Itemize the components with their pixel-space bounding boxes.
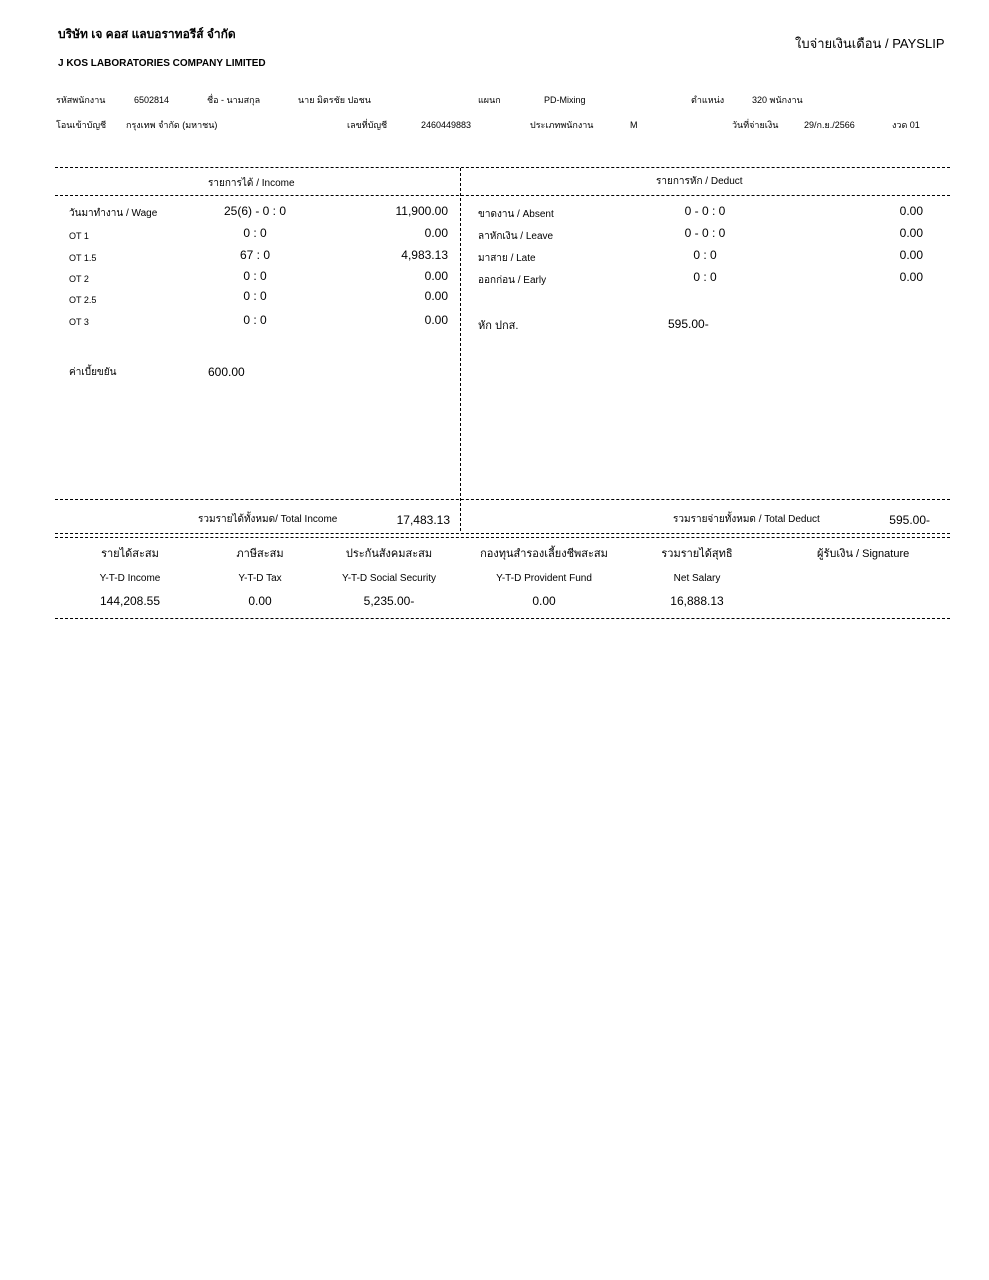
deduct-row-qty: 0 - 0 : 0 <box>684 204 726 218</box>
deduct-row-amount: 0.00 <box>899 248 923 262</box>
income-row-qty: 67 : 0 <box>239 248 271 262</box>
income-row-qty: 0 : 0 <box>243 313 267 327</box>
income-row-label: OT 2.5 <box>69 295 97 305</box>
income-row-qty: 0 : 0 <box>243 269 267 283</box>
total-deduct-label: รวมรายจ่ายทั้งหมด / Total Deduct <box>673 514 820 525</box>
totals-bottom-border-1 <box>55 533 950 534</box>
company-name-en: J KOS LABORATORIES COMPANY LIMITED <box>58 58 266 69</box>
income-row-amount: 0.00 <box>424 313 448 327</box>
deduct-row-amount: 0.00 <box>899 270 923 284</box>
diligence-allowance-value: 600.00 <box>208 365 245 379</box>
summary-label-en: Y-T-D Tax <box>238 573 282 584</box>
column-divider <box>460 168 461 531</box>
employee-id-value: 6502814 <box>134 95 170 105</box>
income-row-amount: 4,983.13 <box>401 248 448 262</box>
summary-label-th: ภาษีสะสม <box>236 548 284 560</box>
summary-value: 0.00 <box>248 594 272 608</box>
deduct-row-label: มาสาย / Late <box>478 253 536 264</box>
position-label: ตำแหน่ง <box>691 95 725 105</box>
income-row-label: OT 1 <box>69 231 89 241</box>
pay-date-label: วันที่จ่ายเงิน <box>732 120 779 130</box>
total-income-label: รวมรายได้ทั้งหมด/ Total Income <box>198 514 338 525</box>
income-row-amount: 0.00 <box>424 289 448 303</box>
summary-label-th: รายได้สะสม <box>101 548 159 560</box>
summary-label-en: Y-T-D Provident Fund <box>496 573 592 584</box>
position-value: 320 พนักงาน <box>752 95 803 105</box>
total-deduct-value: 595.00- <box>889 513 930 527</box>
totals-bottom-border-2 <box>55 537 950 538</box>
income-heading: รายการได้ / Income <box>208 178 295 189</box>
income-row-label: OT 1.5 <box>69 253 97 263</box>
social-security-deduct-label: หัก ปกส. <box>478 320 519 332</box>
summary-label-en: Y-T-D Income <box>99 573 161 584</box>
deduct-row-label: ลาหักเงิน / Leave <box>478 231 554 242</box>
employee-name-label: ชื่อ - นามสกุล <box>207 95 261 105</box>
income-row-amount: 0.00 <box>424 226 448 240</box>
summary-label-th: กองทุนสำรองเลี้ยงชีพสะสม <box>480 548 608 560</box>
table-header-border <box>55 195 950 196</box>
income-row-label: วันมาทำงาน / Wage <box>69 208 158 219</box>
department-label: แผนก <box>478 95 501 105</box>
department-value: PD-Mixing <box>544 95 586 105</box>
summary-label-en: Y-T-D Social Security <box>341 573 437 584</box>
pay-period-value: งวด 01 <box>892 120 920 130</box>
summary-value: 0.00 <box>532 594 556 608</box>
summary-value: 5,235.00- <box>363 594 415 608</box>
account-number-value: 2460449883 <box>421 120 472 130</box>
company-name-th: บริษัท เจ คอส แลบอราทอรีส์ จำกัด <box>58 27 236 41</box>
totals-top-border <box>55 499 950 500</box>
employee-type-label: ประเภทพนักงาน <box>530 120 594 130</box>
deduct-row-label: ขาดงาน / Absent <box>478 209 554 220</box>
income-row-label: OT 2 <box>69 274 89 284</box>
income-row-qty: 0 : 0 <box>243 289 267 303</box>
deduct-row-qty: 0 : 0 <box>693 248 717 262</box>
diligence-allowance-label: ค่าเบี้ยขยัน <box>69 367 117 378</box>
income-row-amount: 0.00 <box>424 269 448 283</box>
employee-id-label: รหัสพนักงาน <box>56 95 106 105</box>
employee-type-value: M <box>630 120 638 130</box>
account-number-label: เลขที่บัญชี <box>347 120 388 130</box>
summary-bottom-border <box>55 618 950 619</box>
summary-label-th: ประกันสังคมสะสม <box>345 548 433 560</box>
income-row-qty: 0 : 0 <box>243 226 267 240</box>
bank-value: กรุงเทพ จำกัด (มหาชน) <box>126 120 218 130</box>
income-row-label: OT 3 <box>69 317 89 327</box>
pay-date-value: 29/ก.ย./2566 <box>804 120 855 130</box>
summary-label-en: Net Salary <box>673 573 721 584</box>
deduct-row-amount: 0.00 <box>899 204 923 218</box>
summary-value: 16,888.13 <box>670 594 724 608</box>
deduct-row-label: ออกก่อน / Early <box>478 275 547 286</box>
income-row-qty: 25(6) - 0 : 0 <box>223 204 287 218</box>
summary-label-th: รวมรายได้สุทธิ <box>661 548 733 560</box>
deduct-row-amount: 0.00 <box>899 226 923 240</box>
summary-value: 144,208.55 <box>99 594 161 608</box>
income-row-amount: 11,900.00 <box>395 204 448 218</box>
deduct-row-qty: 0 : 0 <box>693 270 717 284</box>
deduct-heading: รายการหัก / Deduct <box>656 176 743 187</box>
bank-label: โอนเข้าบัญชี <box>56 120 107 130</box>
deduct-row-qty: 0 - 0 : 0 <box>684 226 726 240</box>
signature-label: ผู้รับเงิน / Signature <box>817 548 910 560</box>
total-income-value: 17,483.13 <box>396 513 450 527</box>
table-top-border <box>55 167 950 168</box>
social-security-deduct-value: 595.00- <box>668 317 709 331</box>
document-title: ใบจ่ายเงินเดือน / PAYSLIP <box>795 36 945 51</box>
employee-name-value: นาย มิตรชัย ปอชน <box>298 95 371 105</box>
